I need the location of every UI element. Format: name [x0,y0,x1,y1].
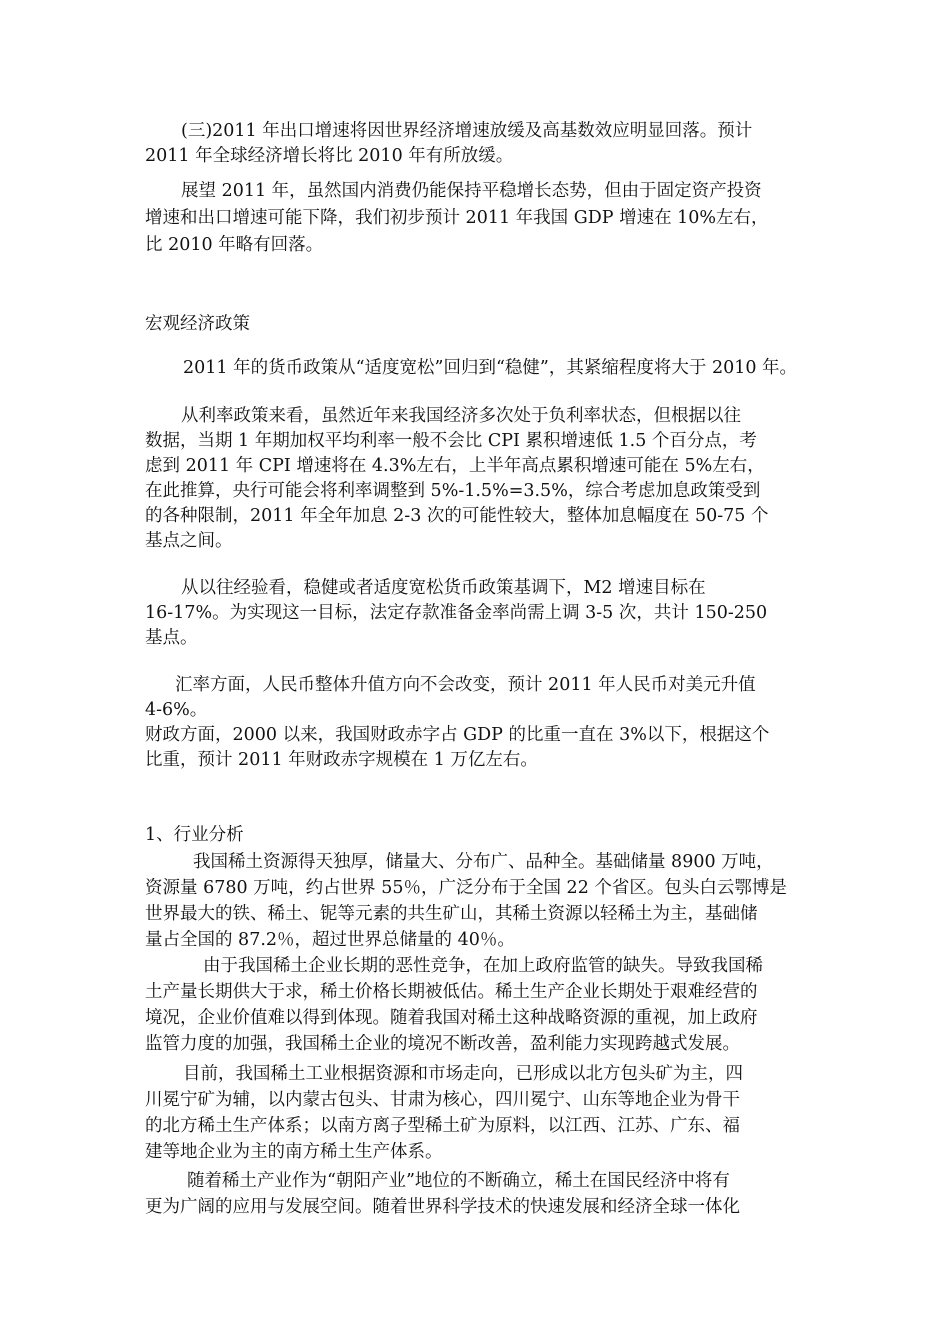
text-line: 目前，我国稀土工业根据资源和市场走向，已形成以北方包头矿为主，四 [183,1064,743,1084]
paragraph-rare-earth-resources [145,849,787,953]
section-heading-macro-policy: 宏观经济政策 [145,314,250,334]
text-line: 更为广阔的应用与发展空间。随着世界科学技术的快速发展和经济全球一体化 [145,1197,740,1217]
text-line: 监管力度的加强，我国稀土企业的境况不断改善，盈利能力实现跨越式发展。 [145,1034,740,1054]
text-line: 川冕宁矿为辅，以内蒙古包头、甘肃为核心，四川冕宁、山东等地企业为骨干 [145,1090,740,1110]
text-line: 由于我国稀土企业长期的恶性竞争，在加上政府监管的缺失。导致我国稀 [203,956,763,976]
text-line: 16-17%。为实现这一目标，法定存款准备金率尚需上调 3-5 次，共计 150-250 [145,603,768,623]
paragraph-production-system [145,1061,743,1165]
text-line: 增速和出口增速可能下降，我们初步预计 2011 年我国 GDP 增速在 10%左右， [145,208,769,228]
text-line: 的各种限制，2011 年全年加息 2-3 次的可能性较大，整体加息幅度在 50-75 个 [145,506,769,526]
text-line: 量占全国的 87.2％，超过世界总储量的 40％。 [145,930,515,950]
text-line: 汇率方面，人民币整体升值方向不会改变，预计 2011 年人民币对美元升值 [175,675,756,695]
text-line: 4-6%。 [145,700,208,720]
text-line: 展望 2011 年，虽然国内消费仍能保持平稳增长态势，但由于固定资产投资 [181,181,762,201]
text-line: 土产量长期供大于求，稀土价格长期被低估。稀土生产企业长期处于艰难经营的 [145,982,758,1002]
text-line: (三)2011 年出口增速将因世界经济增速放缓及高基数效应明显回落。预计 [181,121,753,141]
text-line: 虑到 2011 年 CPI 增速将在 4.3%左右，上半年高点累积增速可能在 5%左右， [145,456,765,476]
text-line: 2011 年全球经济增长将比 2010 年有所放缓。 [145,146,514,166]
text-line: 在此推算，央行可能会将利率调整到 5%-1.5%=3.5%，综合考虑加息政策受到 [145,481,761,501]
text-line: 世界最大的铁、稀土、铌等元素的共生矿山，其稀土资源以轻稀土为主，基础储 [145,904,758,924]
text-line: 比重，预计 2011 年财政赤字规模在 1 万亿左右。 [145,750,538,770]
text-line: 境况，企业价值难以得到体现。随着我国对稀土这种战略资源的重视，加上政府 [145,1008,758,1028]
text-line: 的北方稀土生产体系；以南方离子型稀土矿为原料，以江西、江苏、广东、福 [145,1116,740,1136]
text-line: 从利率政策来看，虽然近年来我国经济多次处于负利率状态，但根据以往 [181,406,741,426]
paragraph-sunrise-industry [145,1168,740,1220]
paragraph-monetary-policy [145,356,797,381]
paragraph-export-outlook [145,119,752,169]
text-line: 数据，当期 1 年期加权平均利率一般不会比 CPI 累积增速低 1.5 个百分点，考 [145,431,757,451]
text-line: 基点之间。 [145,531,233,551]
paragraph-m2-target [145,576,767,651]
paragraph-2011-outlook [145,178,769,259]
text-line: 建等地企业为主的南方稀土生产体系。 [145,1142,443,1162]
text-line: 基点。 [145,628,198,648]
text-line: 2011 年的货币政策从“适度宽松”回归到“稳健”，其紧缩程度将大于 2010 年。 [183,358,798,378]
section-heading-industry-analysis: 1、行业分析 [145,825,244,845]
paragraph-industry-competition [145,953,763,1057]
text-line: 随着稀土产业作为“朝阳产业”地位的不断确立，稀土在国民经济中将有 [187,1171,730,1191]
text-line: 我国稀土资源得天独厚，储量大、分布广、品种全。基础储量 8900 万吨， [193,852,774,872]
text-line: 从以往经验看，稳健或者适度宽松货币政策基调下，M2 增速目标在 [181,578,706,598]
text-line: 财政方面，2000 以来，我国财政赤字占 GDP 的比重一直在 3%以下，根据这个 [145,725,770,745]
paragraph-interest-rate [145,404,768,554]
text-line: 资源量 6780 万吨，约占世界 55％，广泛分布于全国 22 个省区。包头白云鄂博是 [145,878,787,898]
text-line: 比 2010 年略有回落。 [145,235,324,255]
paragraph-exchange-fiscal [145,673,769,773]
